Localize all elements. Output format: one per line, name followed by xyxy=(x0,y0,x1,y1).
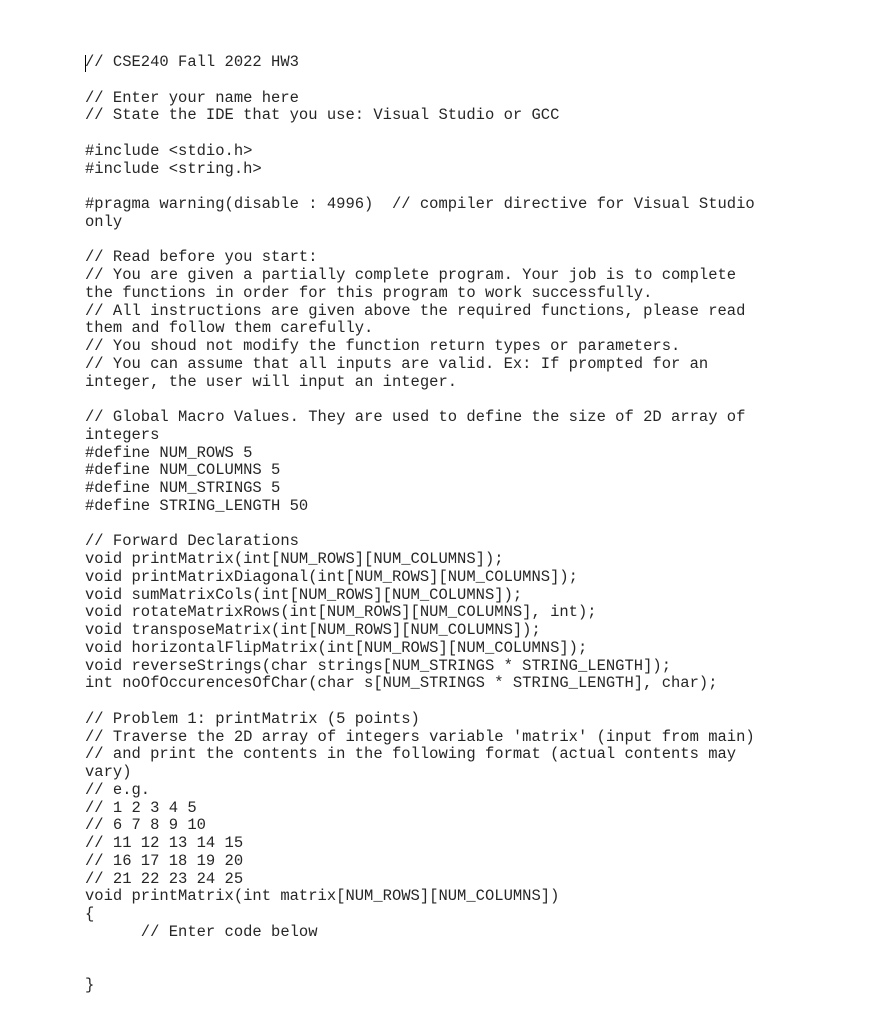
code-line: void printMatrix(int matrix[NUM_ROWS][NUM_COLUMNS]) xyxy=(85,887,560,906)
code-line: // You shoud not modify the function return types or parameters. xyxy=(85,337,681,355)
code-line: the functions in order for this program to work successfully. xyxy=(85,283,653,302)
code-line: vary) xyxy=(85,763,132,781)
code-line: #pragma warning(disable : 4996) // compiler directive for Visual Studio xyxy=(85,195,755,213)
code-line: void sumMatrixCols(int[NUM_ROWS][NUM_COLUMNS]); xyxy=(85,585,523,604)
code-line: // You are given a partially complete program. Your job is to complete xyxy=(85,266,737,284)
code-line: // and print the contents in the following format (actual contents may xyxy=(85,745,737,764)
code-line: // Enter your name here xyxy=(85,88,299,107)
code-line: // Forward Declarations xyxy=(85,532,299,551)
blank-line xyxy=(85,959,755,977)
code-line: void printMatrixDiagonal(int[NUM_ROWS][NUM_COLUMNS]); xyxy=(85,567,578,586)
code-line: // 21 22 23 24 25 xyxy=(85,869,244,888)
code-line: #define NUM_ROWS 5 xyxy=(85,443,253,462)
code-line: #include <stdio.h> xyxy=(85,141,253,160)
code-line: #define STRING_LENGTH 50 xyxy=(85,496,309,515)
code-line: void horizontalFlipMatrix(int[NUM_ROWS][NUM_COLUMNS]); xyxy=(85,638,588,657)
code-line: // All instructions are given above the required functions, please read xyxy=(85,301,746,320)
code-document[interactable] xyxy=(85,54,755,995)
code-line: // Traverse the 2D array of integers variable 'matrix' (input from main) xyxy=(85,727,755,746)
code-line: } xyxy=(85,976,95,994)
code-line: #define NUM_COLUMNS 5 xyxy=(85,461,281,480)
blank-line xyxy=(85,178,755,196)
blank-line xyxy=(85,125,755,143)
blank-line xyxy=(85,516,755,534)
code-line: // Read before you start: xyxy=(85,248,318,267)
code-line: void reverseStrings(char strings[NUM_STRINGS * STRING_LENGTH]); xyxy=(85,656,671,675)
code-line: // State the IDE that you use: Visual Studio or GCC xyxy=(85,106,560,125)
code-line: // Global Macro Values. They are used to define the size of 2D array of xyxy=(85,408,746,426)
code-line: void printMatrix(int[NUM_ROWS][NUM_COLUMNS]); xyxy=(85,550,504,568)
blank-line xyxy=(85,391,755,409)
code-line: integers xyxy=(85,425,160,444)
code-line: // You can assume that all inputs are valid. Ex: If prompted for an xyxy=(85,354,709,373)
code-line: int noOfOccurencesOfChar(char s[NUM_STRINGS * STRING_LENGTH], char); xyxy=(85,674,718,693)
code-line: // Problem 1: printMatrix (5 points) xyxy=(85,709,420,728)
code-line: // 11 12 13 14 15 xyxy=(85,834,244,852)
blank-line xyxy=(85,72,755,90)
code-line: // CSE240 Fall 2022 HW3 xyxy=(85,53,299,71)
code-line: only xyxy=(85,212,123,231)
code-line: { xyxy=(85,905,95,923)
code-line: them and follow them carefully. xyxy=(85,319,374,338)
code-line: // 1 2 3 4 5 xyxy=(85,798,197,817)
code-line: // 6 7 8 9 10 xyxy=(85,816,206,835)
code-line: void rotateMatrixRows(int[NUM_ROWS][NUM_COLUMNS], int); xyxy=(85,603,597,622)
code-line: void transposeMatrix(int[NUM_ROWS][NUM_COLUMNS]); xyxy=(85,621,541,639)
blank-line xyxy=(85,232,755,250)
code-line: #include <string.h> xyxy=(85,159,262,178)
blank-line xyxy=(85,942,755,960)
blank-line xyxy=(85,693,755,711)
code-line: // Enter code below xyxy=(85,922,318,941)
code-line: integer, the user will input an integer. xyxy=(85,372,458,391)
code-line: #define NUM_STRINGS 5 xyxy=(85,479,281,497)
code-line: // e.g. xyxy=(85,780,151,799)
code-line: // 16 17 18 19 20 xyxy=(85,851,244,870)
